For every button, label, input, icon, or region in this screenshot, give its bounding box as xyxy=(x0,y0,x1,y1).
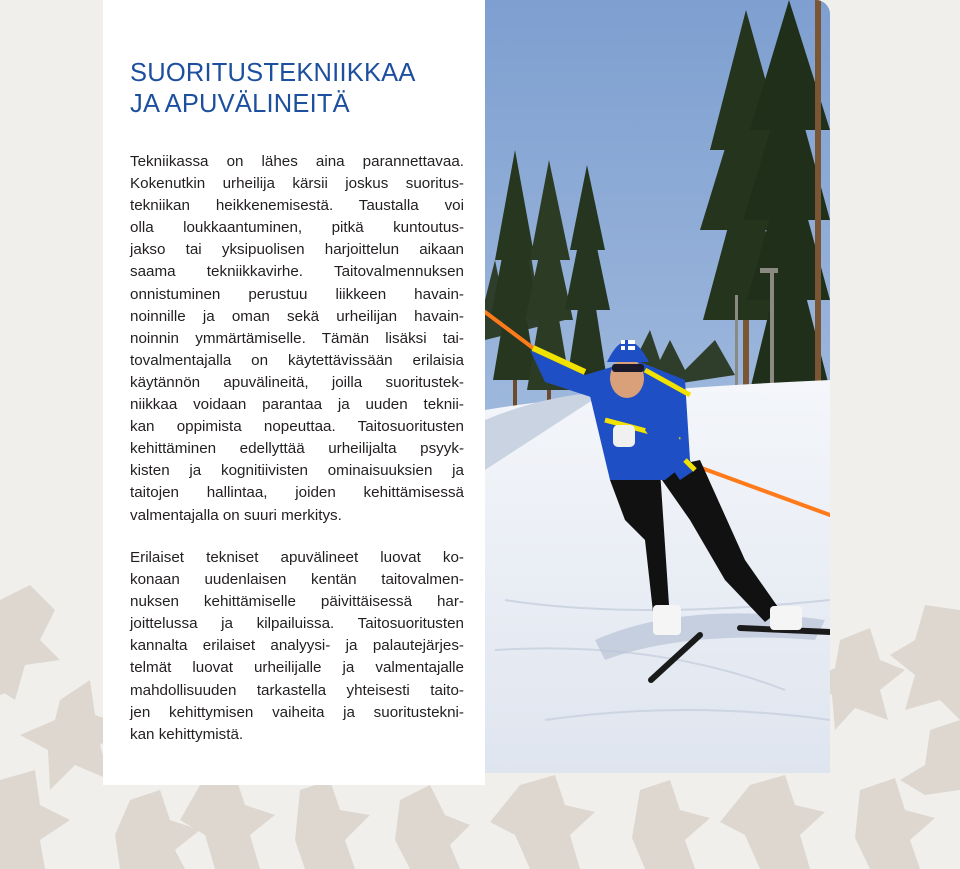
paragraph-1 xyxy=(130,151,464,527)
text-line: tovalmentajalla on käytettävissään erilaisia xyxy=(130,351,464,369)
text-line: kan kehittymistä. xyxy=(130,725,244,743)
skier-illustration xyxy=(485,0,830,773)
paragraph-2 xyxy=(130,547,464,746)
title-line-2: JA APUVÄLINEITÄ xyxy=(130,90,350,118)
text-line: noinnin ymmärtämiselle. Tämän lisäksi tai- xyxy=(130,329,464,347)
boot-right xyxy=(770,606,802,630)
text-line: telmät luovat urheilijalle ja valmentajalle xyxy=(130,659,464,677)
text-line: niikkaa voidaan parantaa ja uuden teknii- xyxy=(130,396,464,414)
text-line: Tekniikassa on lähes aina parannettavaa. xyxy=(130,153,464,170)
text-line: olla loukkaantuminen, pitkä kuntoutus- xyxy=(130,219,464,237)
text-line: kannalta erilaiset analyysi- ja palautejärjes- xyxy=(130,637,464,655)
text-line: noinnille ja oman sekä urheilijan havain- xyxy=(130,307,464,325)
text-line: jen kehittymisen vaiheita ja suoritustekni- xyxy=(130,703,464,721)
glove xyxy=(613,425,635,447)
text-line: onnistuminen perustuu liikkeen havain- xyxy=(130,285,464,303)
text-line: käytännön apuvälineitä, joilla suoritustek- xyxy=(130,373,464,391)
text-line: Kokenutkin urheilija kärsii joskus suoritus- xyxy=(130,175,464,193)
text-line: Erilaiset tekniset apuvälineet luovat ko- xyxy=(130,549,464,566)
page-title xyxy=(130,58,470,120)
skier-photo xyxy=(485,0,830,773)
text-line: nuksen kehittämiselle päivittäisessä har- xyxy=(130,593,464,611)
text-line: joittelussa ja kilpailuissa. Taitosuoritusten xyxy=(130,615,464,633)
text-line: valmentajalla on suuri merkitys. xyxy=(130,506,342,524)
text-line: taitojen hallintaa, joiden kehittämisessä xyxy=(130,484,464,502)
title-line-1: SUORITUSTEKNIIKKAA xyxy=(130,59,416,87)
text-line: mahdollisuuden tarkastella yhteisesti taito- xyxy=(130,681,464,699)
text-line: tekniikan heikkenemisestä. Taustalla voi xyxy=(130,197,464,215)
text-line: jakso tai yksipuolisen harjoittelun aikaan xyxy=(130,241,464,259)
text-line: saama tekniikkavirhe. Taitovalmennuksen xyxy=(130,263,464,281)
text-line: kehittäminen edellyttää urheilijalta psyyk- xyxy=(130,440,464,458)
text-line: kisten ja kognitiivisten ominaisuuksien ja xyxy=(130,462,464,480)
text-line: konaan uudenlaisen kentän taitovalmen- xyxy=(130,571,464,589)
boot-left xyxy=(653,605,681,635)
text-line: kan oppimista nopeuttaa. Taitosuoritusten xyxy=(130,418,464,436)
